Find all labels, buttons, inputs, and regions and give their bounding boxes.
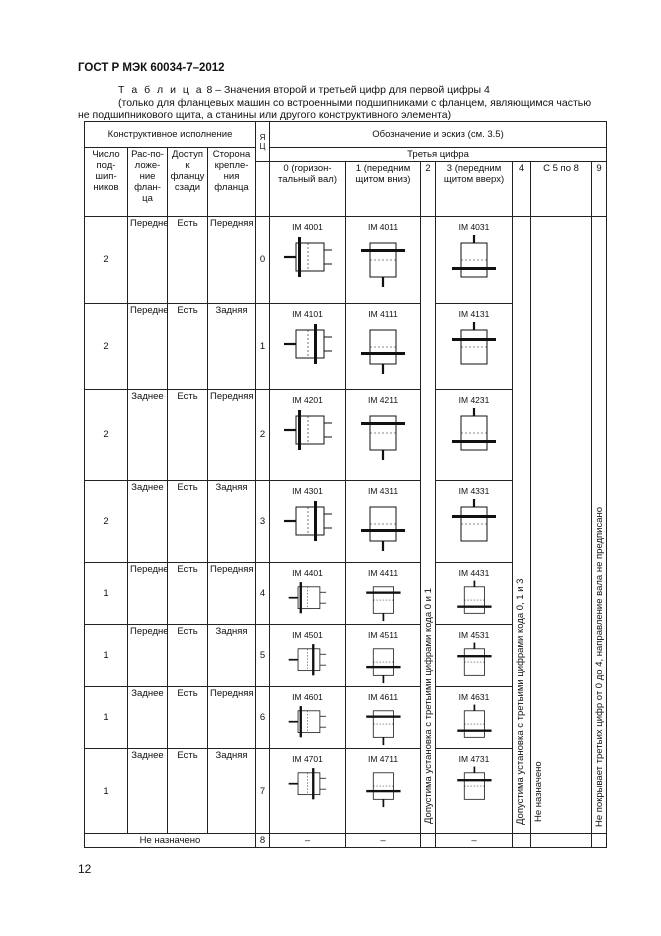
header-third-digit: Третья цифра (270, 148, 607, 162)
flange-location: Заднее (128, 390, 168, 481)
bearing-count: 2 (85, 217, 128, 304)
im-code: IM 4331 (458, 485, 490, 496)
sketch-vertical (360, 765, 407, 809)
im-code: IM 4311 (367, 485, 399, 496)
sketch-horizontal (278, 320, 338, 368)
bearing-count: 2 (85, 303, 128, 390)
vertical-note-text: Допустима установка с третьими цифрами кода 0, 1 и 3 (515, 578, 527, 826)
im-code: IM 4411 (367, 568, 399, 579)
sketch-horizontal (278, 233, 338, 281)
sketch-vertical (451, 703, 498, 747)
standard-header: ГОСТ Р МЭК 60034-7–2012 (78, 62, 225, 74)
vertical-note-text: Не назначено (533, 761, 545, 823)
designation-col1 (346, 217, 421, 304)
im-code: IM 4531 (458, 630, 490, 641)
third-digit-9: 9 (592, 162, 607, 217)
flange-side: Передняя (208, 687, 256, 749)
third-digit-4: 4 (513, 162, 531, 217)
second-digit-code: 7 (256, 749, 270, 834)
im-code: IM 4601 (292, 692, 323, 703)
designation-col0 (270, 303, 346, 390)
im-code: IM 4301 (292, 485, 323, 496)
vertical-note-text: Не покрывает третьих цифр от 0 до 4, направление вала не предписано (594, 506, 606, 828)
second-digit-code: 5 (256, 625, 270, 687)
designation-col0 (270, 749, 346, 834)
second-digit-code: 0 (256, 217, 270, 304)
col2-note (421, 217, 436, 834)
sketch-horizontal (278, 497, 338, 545)
flange-location: Заднее (128, 687, 168, 749)
designation-col1 (346, 749, 421, 834)
flange-location: Передне (128, 217, 168, 304)
designation-table (84, 121, 607, 848)
flange-access: Есть (168, 390, 208, 481)
designation-col1 (346, 563, 421, 625)
second-digit-code: 3 (256, 480, 270, 563)
flange-location: Передне (128, 303, 168, 390)
im-code: IM 4031 (458, 222, 490, 232)
im-code: IM 4501 (292, 630, 323, 641)
footer-row (85, 834, 607, 848)
third-digit-5-8: С 5 по 8 (531, 162, 592, 217)
sketch-horizontal (284, 765, 331, 802)
footer-empty (513, 834, 531, 848)
second-digit-code: 2 (256, 390, 270, 481)
footer-code: 8 (256, 834, 270, 848)
im-code: IM 4231 (458, 395, 490, 406)
im-code: IM 4011 (367, 222, 399, 232)
flange-access: Есть (168, 303, 208, 390)
im-code: IM 4511 (367, 630, 399, 641)
footer-empty (421, 834, 436, 848)
flange-location: Заднее (128, 749, 168, 834)
bearing-count: 1 (85, 749, 128, 834)
im-code: IM 4001 (292, 222, 323, 232)
bearing-count: 1 (85, 563, 128, 625)
sketch-vertical (451, 641, 498, 685)
im-code: IM 4611 (367, 692, 399, 703)
designation-col1 (346, 687, 421, 749)
designation-col0 (270, 687, 346, 749)
sketch-vertical (444, 233, 504, 289)
flange-access: Есть (168, 480, 208, 563)
third-digit-3: 3 (передним щитом вверх) (436, 162, 513, 217)
third-digit-2: 2 (421, 162, 436, 217)
flange-side: Задняя (208, 303, 256, 390)
im-code: IM 4711 (367, 754, 399, 765)
table-word: Т а б л и ц а (118, 84, 204, 96)
sketch-vertical (353, 233, 413, 289)
footer-label: Не назначено (85, 834, 256, 848)
designation-col1 (346, 303, 421, 390)
bearing-count: 2 (85, 480, 128, 563)
designation-col3 (436, 687, 513, 749)
sketch-vertical (360, 579, 407, 623)
flange-access: Есть (168, 217, 208, 304)
sketch-vertical (451, 765, 498, 809)
flange-access: Есть (168, 687, 208, 749)
im-code: IM 4131 (458, 308, 490, 319)
header-construct: Конструктивное исполнение (85, 122, 256, 148)
designation-col3 (436, 390, 513, 481)
im-code: IM 4401 (292, 568, 323, 579)
third-digit-0: 0 (горизон-тальный вал) (270, 162, 346, 217)
header-location: Рас-по-ложе-ние флан-ца (128, 148, 168, 217)
footer-empty (592, 834, 607, 848)
sketch-horizontal (284, 641, 331, 678)
caption-rest: 8 – Значения второй и третьей цифр для первой цифры 4 (206, 84, 490, 96)
second-digit-code: 4 (256, 563, 270, 625)
sketch-vertical (444, 497, 504, 553)
vertical-note-col2 (421, 217, 435, 830)
col5-note (531, 217, 592, 834)
designation-col3 (436, 480, 513, 563)
page-number: 12 (78, 862, 92, 876)
footer-dash: – (270, 834, 346, 848)
vertical-note-text: Допустима установка с третьими цифрами кода 0 и 1 (423, 588, 435, 825)
flange-access: Есть (168, 749, 208, 834)
sketch-vertical (360, 641, 407, 685)
sketch-horizontal (284, 703, 331, 740)
designation-col3 (436, 563, 513, 625)
bearing-count: 1 (85, 625, 128, 687)
im-code: IM 4431 (458, 568, 490, 579)
col9-note (592, 217, 607, 834)
designation-col0 (270, 390, 346, 481)
sketch-vertical (444, 406, 504, 462)
sketch-horizontal (284, 579, 331, 616)
sketch-vertical (451, 579, 498, 623)
designation-col3 (436, 749, 513, 834)
header-side: Сторона крепле-ния фланца (208, 148, 256, 217)
im-code: IM 4701 (292, 754, 323, 765)
third-digit-1: 1 (передним щитом вниз) (346, 162, 421, 217)
footer-empty (531, 834, 592, 848)
flange-side: Задняя (208, 749, 256, 834)
flange-side: Передняя (208, 390, 256, 481)
designation-col3 (436, 217, 513, 304)
designation-col3 (436, 625, 513, 687)
sketch-vertical (353, 497, 413, 553)
designation-col1 (346, 625, 421, 687)
sketch-vertical (360, 703, 407, 747)
designation-col1 (346, 480, 421, 563)
table-caption-line2: (только для фланцевых машин со встроенными подшипниками с фланцем, являющимся частью (118, 97, 592, 109)
vertical-note-col9 (592, 217, 606, 833)
flange-access: Есть (168, 563, 208, 625)
second-digit-code: 1 (256, 303, 270, 390)
footer-dash: – (346, 834, 421, 848)
im-code: IM 4731 (458, 754, 490, 765)
designation-col1 (346, 390, 421, 481)
header-designation: Обозначение и эскиз (см. 3.5) (270, 122, 607, 148)
im-code: IM 4211 (367, 395, 399, 406)
table-caption-line3: не подшипникового щита, а станины или другого конструктивного элемента) (78, 109, 452, 121)
sketch-vertical (353, 320, 413, 376)
flange-location: Передне (128, 625, 168, 687)
bearing-count: 2 (85, 390, 128, 481)
designation-col0 (270, 625, 346, 687)
designation-col0 (270, 563, 346, 625)
flange-side: Передняя (208, 563, 256, 625)
im-code: IM 4101 (292, 308, 323, 319)
table-caption-line1 (118, 84, 490, 96)
empty-digit-cell (256, 162, 270, 217)
col4-note (513, 217, 531, 834)
flange-location: Заднее (128, 480, 168, 563)
flange-access: Есть (168, 625, 208, 687)
table-row (85, 217, 607, 304)
footer-dash: – (436, 834, 513, 848)
flange-location: Передне (128, 563, 168, 625)
designation-col0 (270, 480, 346, 563)
sketch-vertical (444, 320, 504, 376)
header-digit2: Я Ц (256, 122, 270, 162)
header-count: Число под-шип-ников (85, 148, 128, 217)
bearing-count: 1 (85, 687, 128, 749)
sketch-vertical (353, 406, 413, 462)
designation-col0 (270, 217, 346, 304)
vertical-note-col5 (531, 217, 591, 832)
flange-side: Передняя (208, 217, 256, 304)
im-code: IM 4111 (368, 308, 398, 319)
flange-side: Задняя (208, 480, 256, 563)
sketch-horizontal (278, 406, 338, 454)
im-code: IM 4201 (292, 395, 323, 406)
designation-col3 (436, 303, 513, 390)
header-access: Доступ к фланцу сзади (168, 148, 208, 217)
flange-side: Задняя (208, 625, 256, 687)
im-code: IM 4631 (458, 692, 490, 703)
second-digit-code: 6 (256, 687, 270, 749)
vertical-note-col4 (513, 217, 530, 831)
